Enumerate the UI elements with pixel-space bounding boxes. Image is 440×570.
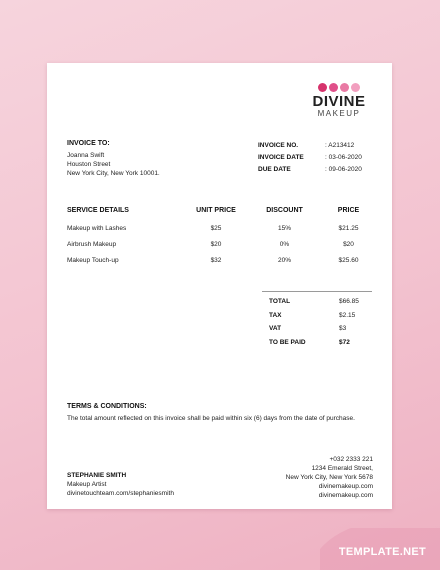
company-web[interactable]: divinemakeup.com bbox=[318, 483, 373, 490]
logo-dot bbox=[351, 83, 360, 92]
tax-value: $2.15 bbox=[339, 311, 356, 319]
company-phone: +032 2333 221 bbox=[329, 456, 373, 463]
meta-label: INVOICE NO. bbox=[258, 142, 299, 149]
sender-block bbox=[67, 471, 174, 498]
sender-name: STEPHANIE SMITH bbox=[67, 472, 127, 479]
tax-row bbox=[262, 309, 372, 323]
client-street: Houston Street bbox=[67, 161, 111, 168]
company-contact bbox=[286, 455, 373, 500]
meta-label: INVOICE DATE bbox=[258, 154, 304, 161]
cell-service: Airbrush Makeup bbox=[67, 240, 117, 248]
company-street: 1234 Emerald Street, bbox=[311, 465, 373, 472]
table-header bbox=[67, 204, 375, 216]
cell-service: Makeup with Lashes bbox=[67, 224, 127, 232]
terms-text: The total amount reflected on this invoice shall be paid within six (6) days from the date of purchase. bbox=[67, 415, 355, 422]
cell-price: $25.60 bbox=[338, 256, 359, 264]
meta-row-due-date bbox=[258, 164, 378, 176]
template-watermark bbox=[320, 528, 440, 570]
vat-value: $3 bbox=[339, 325, 347, 332]
company-email[interactable]: divinemakeup.com bbox=[318, 492, 373, 499]
meta-row-invoice-date bbox=[258, 152, 378, 164]
cell-service: Makeup Touch-up bbox=[67, 256, 119, 264]
total-label: TOTAL bbox=[269, 298, 291, 305]
cell-price: $21.25 bbox=[338, 224, 359, 232]
logo-dot bbox=[329, 83, 338, 92]
meta-row-invoice-no bbox=[258, 140, 378, 152]
logo-dot bbox=[340, 83, 349, 92]
table-row bbox=[67, 220, 375, 236]
terms-section bbox=[67, 403, 377, 423]
cell-unit-price: $20 bbox=[210, 240, 222, 248]
invoice-page bbox=[47, 63, 392, 509]
logo-dots bbox=[304, 83, 374, 92]
client-name: Joanna Swift bbox=[67, 152, 105, 159]
terms-title: TERMS & CONDITIONS: bbox=[67, 403, 147, 410]
cell-discount: 15% bbox=[277, 224, 291, 232]
tax-label: TAX bbox=[269, 311, 282, 319]
to-be-paid-value: $72 bbox=[339, 338, 350, 346]
cell-discount: 20% bbox=[277, 256, 291, 264]
services-table bbox=[67, 204, 375, 268]
company-city: New York City, New York 5678 bbox=[285, 474, 373, 481]
meta-value: : 03-06-2020 bbox=[325, 154, 362, 161]
total-row bbox=[262, 295, 372, 309]
cell-price: $20 bbox=[343, 240, 354, 248]
to-be-paid-label: TO BE PAID bbox=[269, 338, 306, 346]
sender-website[interactable]: divinetouchteam.com/stephaniesmith bbox=[67, 490, 174, 497]
invoice-meta bbox=[258, 140, 378, 176]
brand-logo bbox=[304, 83, 374, 118]
header-service-details: SERVICE DETAILS bbox=[67, 206, 129, 214]
cell-unit-price: $32 bbox=[210, 256, 222, 264]
invoice-to-label: INVOICE TO: bbox=[67, 140, 110, 147]
total-value: $66.85 bbox=[339, 298, 359, 305]
header-price: PRICE bbox=[337, 206, 360, 214]
table-row bbox=[67, 236, 375, 252]
meta-label: DUE DATE bbox=[258, 166, 291, 173]
client-city: New York City, New York 10001. bbox=[67, 170, 160, 177]
brand-name: DIVINE bbox=[312, 93, 366, 110]
brand-tagline: MAKEUP bbox=[317, 109, 361, 118]
totals-block bbox=[262, 291, 372, 349]
to-be-paid-row bbox=[262, 336, 372, 350]
header-unit-price: UNIT PRICE bbox=[196, 206, 236, 214]
sender-role: Makeup Artist bbox=[67, 481, 107, 488]
table-row bbox=[67, 252, 375, 268]
watermark-text: TEMPLATE.NET bbox=[338, 546, 426, 558]
vat-row bbox=[262, 322, 372, 336]
invoice-to-block bbox=[67, 140, 160, 178]
cell-discount: 0% bbox=[279, 240, 290, 248]
meta-value: : 09-06-2020 bbox=[325, 166, 362, 173]
logo-dot bbox=[318, 83, 327, 92]
vat-label: VAT bbox=[269, 325, 282, 332]
header-discount: DISCOUNT bbox=[266, 206, 303, 214]
meta-value: : A213412 bbox=[325, 142, 355, 149]
cell-unit-price: $25 bbox=[210, 224, 222, 232]
